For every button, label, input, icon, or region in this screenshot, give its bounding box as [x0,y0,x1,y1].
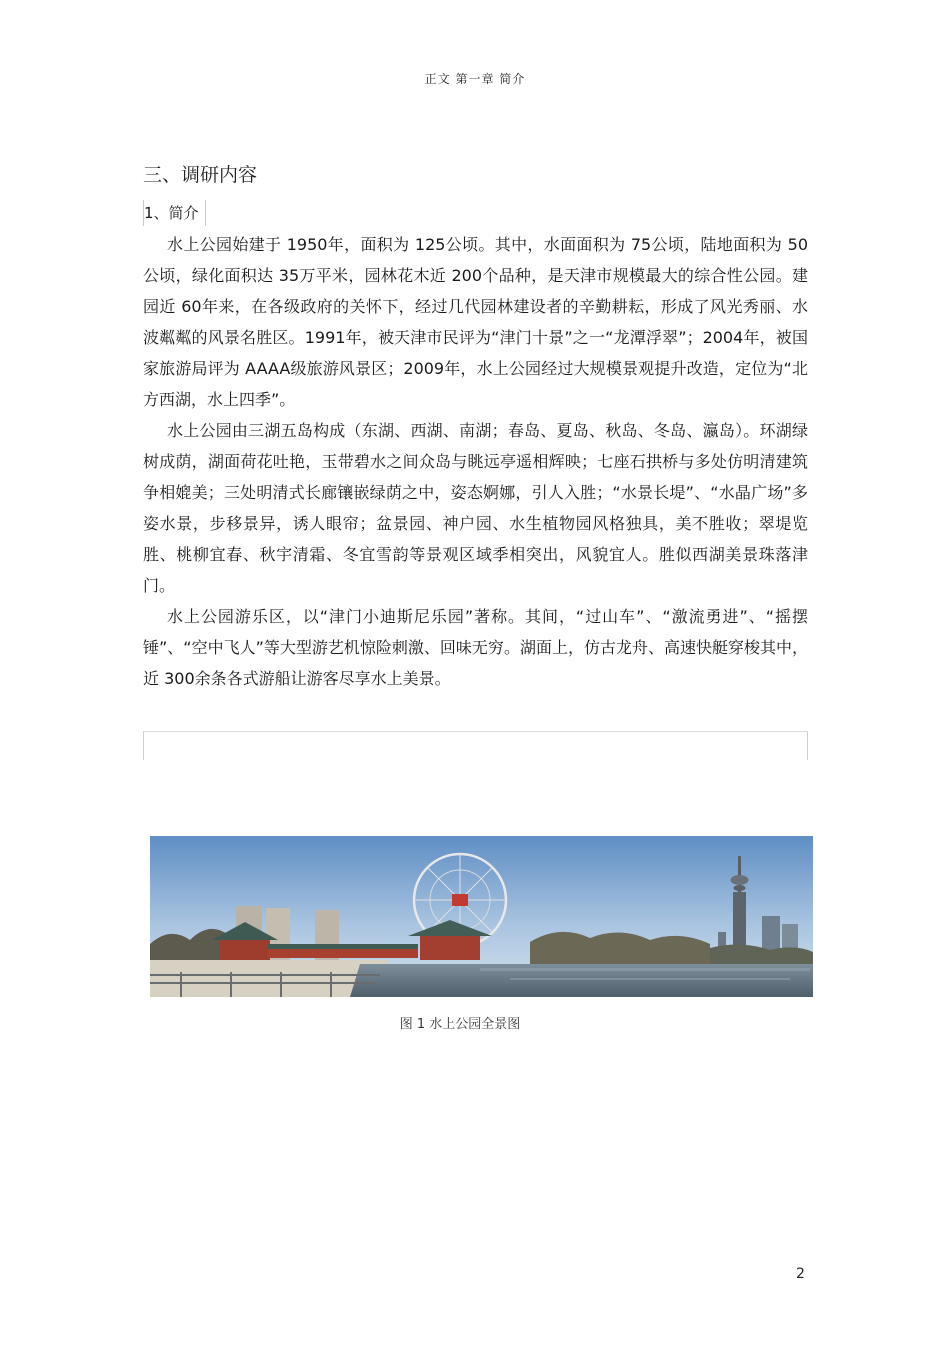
section-heading: 三、调研内容 [143,164,258,186]
panorama-photo [150,836,813,997]
page-number: 2 [796,1266,805,1282]
paragraph-intro: 水上公园始建于 1950年，面积为 125公顷。其中，水面面积为 75公顷，陆地面积为 50公顷，绿化面积达 35万平米，园林花木近 200个品种，是天津市规模最大的综合性公园。建园近 60年来，在各级政府的关怀下，经过几代园林建设者的辛勤耕耘，形成了风光秀丽、水波粼粼的风景名胜区。1991年，被天津市民评为“津门十景”之一“龙潭浮翠”；2004年，被国家旅游局评为 AAAA级旅游风景区；2009年，水上公园经过大规模景观提升改造，定位为“北方西湖，水上四季”。 [143,235,808,409]
subheading: 1、简介 [144,204,199,222]
paragraph-lakes-islands: 水上公园由三湖五岛构成（东湖、西湖、南湖；春岛、夏岛、秋岛、冬岛、瀛岛）。环湖绿树成荫，湖面荷花吐艳，玉带碧水之间众岛与眺远亭遥相辉映；七座石拱桥与多处仿明清建筑争相媲美；三处明清式长廊镶嵌绿荫之中，姿态婀娜，引人入胜；“水景长堤”、“水晶广场”多姿水景，步移景异，诱人眼帘；盆景园、神户园、水生植物园风格独具，美不胜收；翠堤览胜、桃柳宜春、秋宇清霜、冬宜雪韵等景观区域季相突出，风貌宜人。胜似西湖美景珠落津门。 [143,421,808,595]
text-frame-border [143,731,808,760]
running-header: 正文 第一章 简介 [424,72,526,86]
paragraph-amusement: 水上公园游乐区，以“津门小迪斯尼乐园”著称。其间，“过山车”、“激流勇进”、“摇摆锤”、“空中飞人”等大型游艺机惊险刺激、回味无穷。湖面上，仿古龙舟、高速快艇穿梭其中，近 300余条各式游船让游客尽享水上美景。 [143,607,808,688]
figure-caption: 图 1 水上公园全景图 [399,1017,521,1032]
subheading-frame [143,200,206,226]
body-text [143,229,808,694]
